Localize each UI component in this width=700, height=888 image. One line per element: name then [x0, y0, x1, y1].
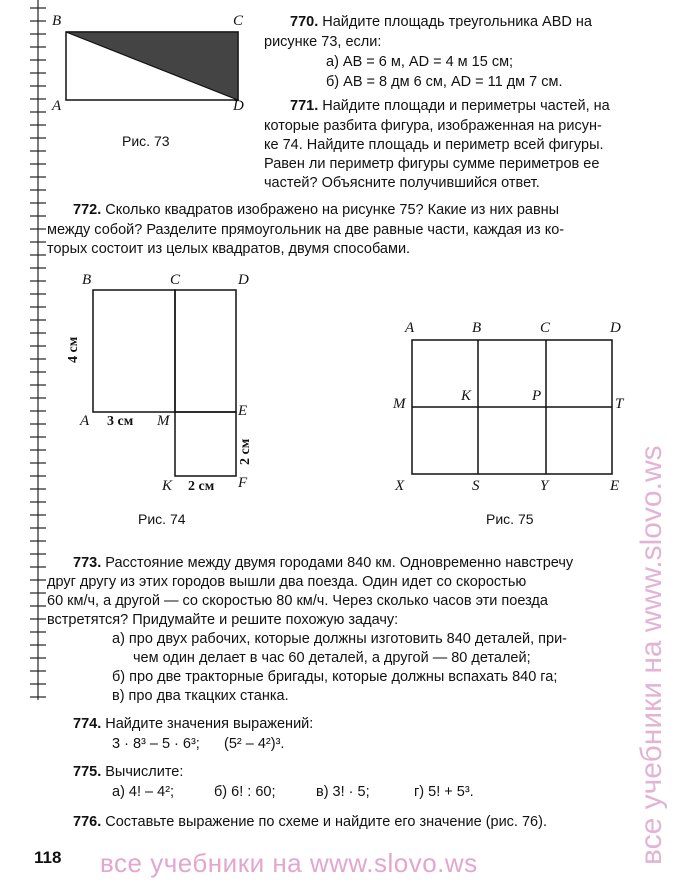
fig75-label-d: D	[610, 320, 621, 336]
exercise-771-text: Найдите площади и периметры частей, на	[322, 98, 610, 114]
fig73-label-a: A	[52, 98, 62, 114]
exercise-774-number: 774.	[73, 716, 102, 732]
fig74-label-f: F	[238, 475, 248, 491]
exercise-771-number: 771.	[290, 98, 319, 114]
fig74-dim-right: 2 см	[238, 438, 253, 465]
exercise-776-number: 776.	[73, 814, 102, 830]
exercise-775-option-c: в) 3! · 5;	[316, 784, 370, 800]
exercise-771-line2: которые разбита фигура, изображенная на рисун-	[264, 118, 602, 134]
bottom-watermark: все учебники на www.slovo.ws	[100, 848, 478, 878]
exercise-771-line1	[290, 97, 610, 116]
exercise-771-line4: Равен ли периметр фигуры сумме периметров ее	[264, 156, 600, 172]
fig75-label-c: C	[540, 320, 551, 336]
fig75-caption: Рис. 75	[486, 511, 534, 527]
exercise-773-line1	[73, 554, 573, 573]
fig75-label-t: T	[615, 396, 624, 412]
figure-74	[80, 280, 260, 490]
fig74-dim-left: 4 см	[66, 336, 81, 363]
fig74-dim-bottom2: 2 см	[188, 479, 215, 494]
exercise-773-line3: 60 км/ч, а другой — со скоростью 80 км/ч. Через сколько часов эти поезда	[47, 593, 548, 609]
exercise-776-text: Составьте выражение по схеме и найдите его значение (рис. 76).	[105, 814, 547, 830]
exercise-775-option-a: а) 4! – 4²;	[112, 784, 175, 800]
page-number: 118	[34, 848, 62, 867]
fig73-label-c: C	[233, 13, 244, 29]
fig74-label-k: K	[162, 478, 173, 494]
exercise-774-text: Найдите значения выражений:	[105, 716, 314, 732]
exercise-773-option-c: в) про два ткацких станка.	[112, 688, 289, 704]
exercise-772-number: 772.	[73, 202, 102, 218]
exercise-773-number: 773.	[73, 555, 102, 571]
exercise-770-option-b: б) AB = 8 дм 6 см, AD = 11 дм 7 см.	[326, 74, 563, 90]
fig74-caption: Рис. 74	[138, 511, 186, 527]
exercise-770-text: Найдите площадь треугольника ABD на	[322, 14, 592, 30]
margin-ruler	[28, 0, 48, 700]
exercise-770-number: 770.	[290, 14, 319, 30]
fig74-label-b: B	[82, 272, 92, 288]
fig74-label-c: C	[170, 272, 181, 288]
exercise-773-option-a1: а) про двух рабочих, которые должны изготовить 840 деталей, при-	[112, 631, 568, 647]
exercise-772-line2: между собой? Разделите прямоугольник на две равные части, каждая из ко-	[47, 222, 565, 238]
exercise-774-expression: 3 · 8³ – 5 · 6³; (5² – 4²)³.	[112, 736, 285, 752]
fig73-label-d: D	[233, 98, 244, 114]
fig75-label-y: Y	[540, 478, 549, 494]
exercise-773-line2: друг другу из этих городов вышли два поезда. Один идет со скоростью	[47, 574, 527, 590]
fig74-dim-bottom: 3 см	[107, 414, 134, 429]
fig74-label-e: E	[238, 403, 248, 419]
fig75-label-a: A	[405, 320, 415, 336]
fig75-label-b: B	[472, 320, 482, 336]
fig73-label-b: B	[52, 13, 62, 29]
exercise-773-option-a2: чем один делает в час 60 деталей, а другой — 80 деталей;	[133, 650, 531, 666]
fig75-label-x: X	[395, 478, 405, 494]
figure-75	[400, 330, 630, 490]
exercise-775-option-b: б) 6! : 60;	[214, 784, 276, 800]
fig75-label-p: P	[532, 388, 542, 404]
exercise-773-text: Расстояние между двумя городами 840 км. Одновременно навстречу	[105, 555, 574, 571]
exercise-775-number: 775.	[73, 764, 102, 780]
exercise-776-line1	[73, 813, 547, 832]
fig75-label-m: M	[393, 396, 406, 412]
fig75-label-s: S	[472, 478, 480, 494]
exercise-775-line1	[73, 763, 183, 782]
exercise-770-option-a: а) AB = 6 м, AD = 4 м 15 см;	[326, 54, 514, 70]
exercise-775-option-d: г) 5! + 5³.	[414, 784, 474, 800]
exercise-772-line1	[73, 201, 559, 220]
fig74-label-d: D	[238, 272, 249, 288]
exercise-770-line2: рисунке 73, если:	[264, 34, 382, 50]
svg-text:все учебники на www.slovo.ws: все учебники на www.slovo.ws	[635, 445, 668, 865]
exercise-775-text: Вычислите:	[105, 764, 184, 780]
fig75-label-k: K	[461, 388, 472, 404]
exercise-771-line5: частей? Объясните получившийся ответ.	[264, 175, 540, 191]
exercise-772-line3: торых состоит из целых квадратов, двумя способами.	[47, 241, 411, 257]
exercise-774-line1	[73, 715, 313, 734]
exercise-773-option-b: б) про две тракторные бригады, которые должны вспахать 840 га;	[112, 669, 558, 685]
exercise-770-line1	[290, 13, 592, 32]
fig73-caption: Рис. 73	[122, 133, 170, 149]
exercise-772-text: Сколько квадратов изображено на рисунке 75? Какие из них равны	[105, 202, 560, 218]
exercise-771-line3: ке 74. Найдите площадь и периметр всей фигуры.	[264, 137, 604, 153]
fig74-label-a: A	[80, 413, 90, 429]
figure-73	[58, 14, 258, 124]
exercise-773-line4: встретятся? Придумайте и решите похожую задачу:	[47, 612, 399, 628]
side-watermark	[625, 110, 675, 870]
fig75-label-e: E	[610, 478, 620, 494]
fig74-label-m: M	[157, 413, 170, 429]
